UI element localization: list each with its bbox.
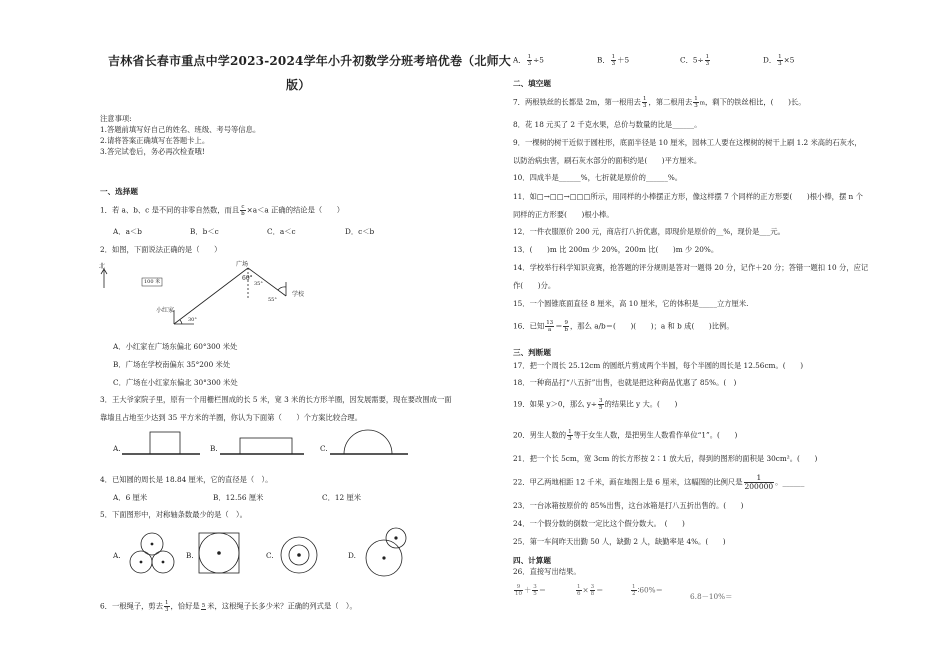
question-3-line2: 靠墙且占地至少达到 35 平方米的羊圈，你认为下面第（ ）个方案比较合理。 [100,413,363,422]
fraction [545,320,554,333]
option-b: B．12.56 厘米 [213,493,264,502]
fraction [598,398,604,411]
fraction [532,584,538,597]
concentric-circles-figure [278,534,320,576]
calc-item: 6.8－10%＝ [690,592,733,601]
frac-num: 9 [514,584,523,591]
frac-num: 1 [632,584,636,590]
equals: ∶60%＝ [637,585,663,595]
question-17: 17．把一个周长 25.12cm 的圆纸片剪成两个半圆，每个半圆的周长是 12.56cm。( ) [513,361,804,370]
school-label: 学校 [292,291,305,298]
angle-35-label: 35° [254,281,263,287]
operator: ＋ [524,585,532,595]
fraction [240,204,246,217]
north-label: 北 [99,263,106,270]
q16-text: 16．已知 [513,321,545,331]
frac-num: 3 [599,398,603,404]
equals: ＝ [538,585,547,595]
frac-den: 3 [165,607,169,613]
frac-den: 3 [778,61,782,67]
q6-option-c [680,54,711,67]
section-choice: 一、选择题 [100,187,138,196]
angle-55-label: 55° [268,297,277,303]
option-d: D．c＜b [345,227,375,236]
fraction [590,584,596,597]
fraction [693,96,699,109]
q19-text-tail: 的结果比 y 大。( ) [604,399,678,409]
figure-label-a: A. [113,551,121,560]
frac-den: b [241,211,245,217]
frac-num: 1 [694,96,698,102]
question-19 [513,398,677,411]
frac-den: 3 [694,103,698,109]
question-5: 5．下面图形中，对称轴条数最少的是（ ）。 [100,510,247,519]
frac-den: b [564,327,569,333]
equals: ＝ [596,585,604,595]
option-tail: ＋5 [617,55,630,65]
question-6 [100,600,357,613]
fraction [567,429,573,442]
q7-text-tail: ，剩下的铁丝相比，( )长。 [704,97,806,107]
direction-map-figure [96,260,336,340]
question-21: 21．把一个长 5cm，宽 3cm 的长方形按 2∶1 放大后，得到的图形的面积是 30cm²。( ) [513,454,818,463]
q22-text-tail: 。______ [775,477,805,487]
fraction [563,320,569,333]
frac-num: 3 [590,584,595,590]
figure-label-b: B. [210,444,218,453]
operator: × [582,585,589,595]
frac-den: 200000 [744,482,774,491]
option-c: C．a＜c [267,227,296,236]
notice-item: 3.答完试卷后，务必再次检查哦! [100,147,205,156]
question-22 [513,474,804,491]
overlapping-circles-figure [360,524,420,580]
question-3-line1: 3．王大爷家院子里，原有一个用栅栏围成的长 5 米，宽 3 米的长方形羊圈，因发展需要，现在要改围成一面 [100,395,452,404]
q20-text: 20．男生人数的 [513,430,567,440]
frac-den: 5 [599,405,603,411]
home-label: 小红家 [156,307,175,314]
option-c: C．12 厘米 [322,493,362,502]
question-9-line1: 9．一棵树的树干近似于圆柱形，底面半径是 10 厘米，园林工人要在这棵树的树干上刷 1.2 米高的石灰水， [513,138,862,147]
question-7 [513,96,806,109]
option-a: A．小红家在广场东偏北 60°300 米处 [113,342,238,351]
fraction [705,54,711,67]
option-a: A．6 厘米 [113,493,148,502]
plaza-label: 广场 [236,261,249,268]
q7-text: 7．两根铁丝的长都是 2m，第一根用去 [513,97,641,107]
question-13: 13．( )m 比 200m 少 20%，200m 比( )m 少 20%。 [513,245,719,254]
section-calculation: 四、计算题 [513,556,551,565]
figure-label-c: C. [266,551,274,560]
option-tail: ×5 [783,55,795,65]
frac-num: 9 [564,320,568,326]
question-14-line1: 14．学校举行科学知识竞赛，抢答题的评分规则是答对一题得 20 分，记作＋20 分；答错一题扣 10 分，应记 [513,263,869,272]
figure-label-b: B. [186,551,194,560]
fraction [514,584,523,597]
option-a: A．a＜b [113,227,142,236]
frac-den: 6 [577,591,581,597]
q16-text-tail: ，那么 a/b＝( )( )；a 和 b 成( )比例。 [570,321,734,331]
frac-den: 5 [533,591,537,597]
question-20 [513,429,737,442]
notice-item: 1.答题前填写好自己的姓名、班级、考号等信息。 [100,125,261,134]
option-c: C．广场在小红家东偏北 30°300 米处 [113,378,238,387]
q19-text: 19．如果 y＞0，那么 y÷ [513,399,598,409]
section-true-false: 三、判断题 [513,348,551,357]
question-1 [100,204,344,217]
pen-figure-b [220,428,306,458]
option-label: B． [597,55,610,65]
page-title-line2: 版） [286,78,311,92]
section-fill-blank: 二、填空题 [513,79,551,88]
fraction [631,584,637,597]
scale-label: 100 米 [144,279,161,285]
q6-text-mid: ，恰好是 [170,601,200,611]
frac-den: 10 [515,591,522,597]
angle-60-label: 60° [242,275,253,282]
question-24: 24．一个假分数的倒数一定比这个假分数大。 ( ) [513,519,685,528]
option-b: B．b＜c [190,227,219,236]
question-9-line2: 以防治病虫害，刷石灰水部分的面积约是( )平方厘米。 [513,156,702,165]
fraction [777,54,783,67]
option-label: D． [763,55,777,65]
frac-num: 1 [611,54,616,60]
fraction [164,600,170,613]
figure-label-a: A. [113,444,121,453]
q6-text: 6．一根绳子，剪去 [100,601,164,611]
frac-den: 3 [568,436,572,442]
question-10: 10．四成半是______%，七折就是原价的______%。 [513,173,683,182]
frac-den: 3 [705,61,710,67]
notice-heading: 注意事项: [100,114,132,123]
fraction [744,474,775,491]
pen-figure-a [122,428,202,458]
q20-text-tail: 等于女生人数，是把男生人数看作单位“1”。( ) [573,430,738,440]
question-8: 8．花 18 元买了 2 千克水果，总价与数量的比是______。 [513,120,702,129]
frac-num: 1 [744,474,775,483]
question-14-line2: 作( )分。 [513,281,556,290]
q7-text-mid: ，第二根用去 [648,97,693,107]
frac-den: 8 [590,591,595,597]
q1-text-tail: ×a＜a 正确的结论是（ ） [246,205,345,215]
question-26: 26．直接写出结果。 [513,567,581,576]
frac-num: 1 [642,96,647,102]
fraction [201,603,207,610]
q6-option-a [513,54,544,67]
frac-num: 3 [533,584,537,590]
notice-item: 2.请将答案正确填写在答题卡上。 [100,136,210,145]
frac-num: 13 [546,320,554,326]
question-12: 12．一件衣服原价 200 元，商店打八折优惠，即现价是原价的__%，现价是___元。 [513,227,785,236]
question-15: 15．一个圆锥底面直径 8 厘米，高 10 厘米，它的体积是_____立方厘米. [513,299,749,308]
question-23: 23．一台冰箱按原价的 85%出售，这台冰箱是打八五折出售的。( ) [513,501,744,510]
q22-text: 22．甲乙两地相距 12 千米，画在地图上是 6 厘米，这幅图的比例尺是 [513,477,743,487]
fraction [642,96,648,109]
question-2: 2．如图，下面说法正确的是（ ） [100,245,222,254]
figure-label-d: D. [348,551,356,560]
question-4: 4．已知圆的周长是 18.84 厘米，它的直径是（ ）。 [100,475,273,484]
frac-num: 1 [527,54,532,60]
fraction [576,584,582,597]
frac-num: 1 [778,54,782,60]
calc-item [513,584,546,597]
q6-option-b [597,54,629,67]
fraction [527,54,533,67]
circle-in-square-figure [196,530,242,576]
frac-num: c [241,204,245,210]
three-circles-figure [122,528,182,578]
q6-option-d [763,54,794,67]
question-11-line2: 同样的正方形要( )根小棒。 [513,210,614,219]
frac-den: a [548,327,552,333]
frac-den: 3 [527,61,532,67]
frac-den: 3 [611,61,616,67]
frac-num: 1 [705,54,710,60]
frac-den: 3 [642,103,647,109]
option-label: C． [680,55,693,65]
question-25: 25．第一车间昨天出勤 50 人，缺勤 2 人，缺勤率是 4%。( ) [513,537,726,546]
frac-num: 5 [201,603,206,609]
calc-item [575,584,603,597]
option-tail: ÷5 [533,55,544,65]
fraction [611,54,617,67]
calc-item [630,584,663,597]
question-16 [513,320,734,333]
frac-den: 2 [632,591,636,597]
option-label: A． [513,55,526,65]
q16-equals: ＝ [555,321,563,331]
figure-label-c: C. [320,444,328,453]
frac-num: 1 [577,584,581,590]
q6-text-tail: 米，这根绳子长多少米？正确的列式是（ ）。 [207,601,357,611]
option-pre: 5÷ [692,55,704,65]
q1-text: 1．若 a、b、c 是不同的非零自然数，而且 [100,205,240,215]
page-title-line1: 吉林省长春市重点中学2023-2024学年小升初数学分班考培优卷（北师大 [108,54,511,68]
frac-num: 1 [165,600,169,606]
question-18: 18．一种商品打“八五折”出售，也就是把这种商品优惠了 85%。( ) [513,378,737,387]
q7-unit: m [699,100,705,107]
option-b: B．广场在学校南偏东 35°200 米处 [113,360,231,369]
angle-30-label: 30° [188,317,197,323]
question-11-line1: 11．如□→□□→□□□所示，用同样的小棒摆正方形，像这样摆 7 个同样的正方形要( )根小棒，摆 n 个 [513,192,863,201]
pen-figure-c [330,424,410,458]
frac-num: 1 [568,429,572,435]
